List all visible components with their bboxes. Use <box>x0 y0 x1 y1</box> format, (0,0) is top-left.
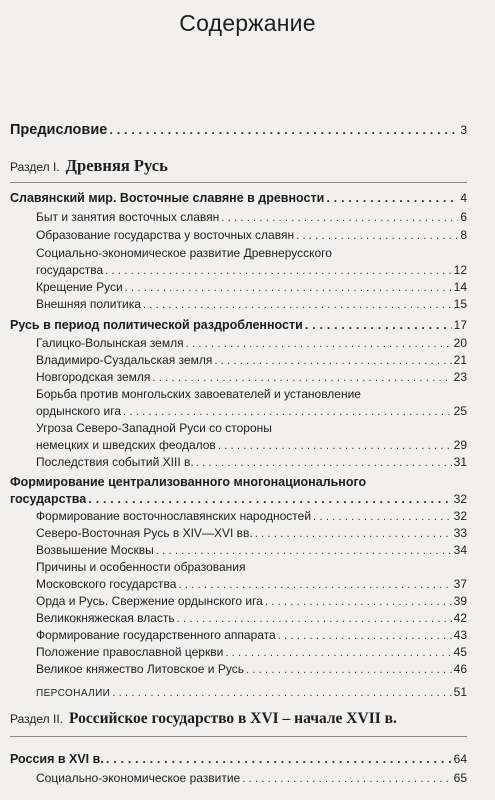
page-title: Содержание <box>179 10 316 36</box>
toc-chapter-3-line1[interactable]: Формирование централизованного многонационального <box>10 475 367 489</box>
toc-label: Внешняя политика <box>36 297 141 311</box>
toc-item[interactable] <box>36 438 467 452</box>
toc-item[interactable] <box>36 297 467 311</box>
leader-dots <box>242 774 451 785</box>
toc-label: Россия в XVI в. <box>10 752 104 766</box>
toc-item[interactable] <box>36 577 467 591</box>
toc-chapter-4[interactable] <box>10 752 467 766</box>
leader-dots <box>196 458 452 469</box>
toc-page-number: 25 <box>453 404 467 418</box>
leader-dots <box>218 441 452 452</box>
toc-page-number: 51 <box>453 685 467 699</box>
toc-page-number: 23 <box>453 370 467 384</box>
toc-label: Положение православной церкви <box>36 645 224 659</box>
toc-item[interactable] <box>36 543 467 557</box>
toc-label: Новгородская земля <box>36 370 151 384</box>
toc-item[interactable] <box>36 455 467 469</box>
toc-page-number: 8 <box>460 228 467 242</box>
toc-label: Орда и Русь. Свержение ордынского ига <box>36 594 263 608</box>
toc-label: Возвышение Москвы <box>36 543 154 557</box>
toc-label: Русь в период политической раздробленности <box>10 318 303 332</box>
leader-dots <box>125 283 452 294</box>
divider <box>10 182 467 183</box>
toc-chapter-3[interactable] <box>10 492 467 506</box>
leader-dots <box>178 580 451 591</box>
toc-page-number: 6 <box>460 210 467 224</box>
toc-page-number: 15 <box>453 297 467 311</box>
section-title: Древняя Русь <box>65 156 168 175</box>
leader-dots <box>313 512 452 523</box>
toc-item-personalii[interactable] <box>36 685 467 699</box>
toc-item-line1[interactable]: Причины и особенности образования <box>36 560 246 574</box>
leader-dots <box>105 266 451 277</box>
leader-dots <box>186 339 452 350</box>
toc-page-number: 45 <box>453 645 467 659</box>
toc-label: Крещение Руси <box>36 280 123 294</box>
toc-page-number: 32 <box>453 509 467 523</box>
section-number: Раздел II. <box>10 712 63 726</box>
leader-dots <box>109 126 458 137</box>
leader-dots <box>88 495 451 506</box>
toc-preface[interactable] <box>10 122 467 138</box>
leader-dots <box>112 688 451 699</box>
toc-page-number: 12 <box>453 263 467 277</box>
toc-page-number: 43 <box>453 628 467 642</box>
toc-item[interactable] <box>36 526 467 540</box>
leader-dots <box>278 631 452 642</box>
toc-page-number: 21 <box>453 353 467 367</box>
section-number: Раздел I. <box>10 160 60 174</box>
toc-page-number: 64 <box>453 752 467 766</box>
toc-page-number: 33 <box>453 526 467 540</box>
toc-chapter-1[interactable] <box>10 191 467 205</box>
toc-label: государства <box>10 492 87 506</box>
toc-label: Формирование государственного аппарата <box>36 628 276 642</box>
toc-label: ПЕРСОНАЛИИ <box>36 688 111 699</box>
toc-page-number: 17 <box>453 318 467 332</box>
leader-dots <box>225 648 451 659</box>
toc-item[interactable] <box>36 645 467 659</box>
toc-page-number: 37 <box>453 577 467 591</box>
toc-item[interactable] <box>36 370 467 384</box>
toc-label: Быт и занятия восточных славян <box>36 210 220 224</box>
section-title: Российское государство в XVI – начале XVII в. <box>69 710 397 727</box>
toc-label: Великое княжество Литовское и Русь <box>36 662 244 676</box>
toc-page-number: 34 <box>453 543 467 557</box>
toc-label: Образование государства у восточных славян <box>36 228 295 242</box>
toc-item[interactable] <box>36 336 467 350</box>
toc-page-number: 39 <box>453 594 467 608</box>
toc-page-number: 65 <box>453 771 467 785</box>
leader-dots <box>296 231 458 242</box>
toc-item[interactable] <box>36 353 467 367</box>
leader-dots <box>221 213 458 224</box>
leader-dots <box>177 614 452 625</box>
toc-label: Формирование восточнославянских народностей <box>36 509 312 523</box>
toc-label: ордынского ига <box>36 404 121 418</box>
leader-dots <box>246 665 452 676</box>
toc-item[interactable] <box>36 280 467 294</box>
toc-label: Московского государства <box>36 577 177 591</box>
toc-item[interactable] <box>36 263 467 277</box>
toc-label: Галицко-Волынская земля <box>36 336 184 350</box>
toc-page-number: 31 <box>453 455 467 469</box>
toc-item[interactable] <box>36 771 467 785</box>
toc-label: Последствия событий XIII в. <box>36 455 194 469</box>
toc-label: Социально-экономическое развитие <box>36 771 241 785</box>
section-heading-2[interactable] <box>10 710 397 728</box>
toc-item-line1[interactable]: Социально-экономическое развитие Древнерусского <box>36 246 332 260</box>
leader-dots <box>305 321 452 332</box>
toc-page-number: 3 <box>460 123 467 137</box>
leader-dots <box>152 373 451 384</box>
toc-item[interactable] <box>36 662 467 676</box>
section-heading-1[interactable] <box>10 156 168 176</box>
toc-page-number: 42 <box>453 611 467 625</box>
toc-page-number: 20 <box>453 336 467 350</box>
toc-label: Предисловие <box>10 122 108 138</box>
toc-page-number: 14 <box>453 280 467 294</box>
toc-label: Владимиро-Суздальская земля <box>36 353 213 367</box>
toc-page-number: 4 <box>460 191 467 205</box>
leader-dots <box>143 300 452 311</box>
toc-page-number: 29 <box>453 438 467 452</box>
leader-dots <box>214 356 451 367</box>
toc-item[interactable] <box>36 611 467 625</box>
toc-item[interactable] <box>36 628 467 642</box>
leader-dots <box>326 194 458 205</box>
toc-page-number: 46 <box>453 662 467 676</box>
leader-dots <box>255 529 452 540</box>
toc-item[interactable] <box>36 210 467 224</box>
toc-item-line1[interactable]: Борьба против монгольских завоевателей и установление <box>36 387 361 401</box>
toc-label: Северо-Восточная Русь в XIV—XVI вв. <box>36 526 253 540</box>
divider <box>10 736 467 737</box>
toc-page-number: 32 <box>453 492 467 506</box>
toc-item[interactable] <box>36 594 467 608</box>
toc-item[interactable] <box>36 228 467 242</box>
toc-item-line1[interactable]: Угроза Северо-Западной Руси со стороны <box>36 421 272 435</box>
leader-dots <box>265 597 452 608</box>
leader-dots <box>156 546 452 557</box>
leader-dots <box>123 407 452 418</box>
toc-item[interactable] <box>36 404 467 418</box>
toc-label: Славянский мир. Восточные славяне в древности <box>10 191 325 205</box>
toc-label: государства <box>36 263 104 277</box>
toc-chapter-2[interactable] <box>10 318 467 332</box>
toc-label: немецких и шведских феодалов <box>36 438 216 452</box>
toc-item[interactable] <box>36 509 467 523</box>
toc-label: Великокняжеская власть <box>36 611 175 625</box>
leader-dots <box>106 755 452 766</box>
